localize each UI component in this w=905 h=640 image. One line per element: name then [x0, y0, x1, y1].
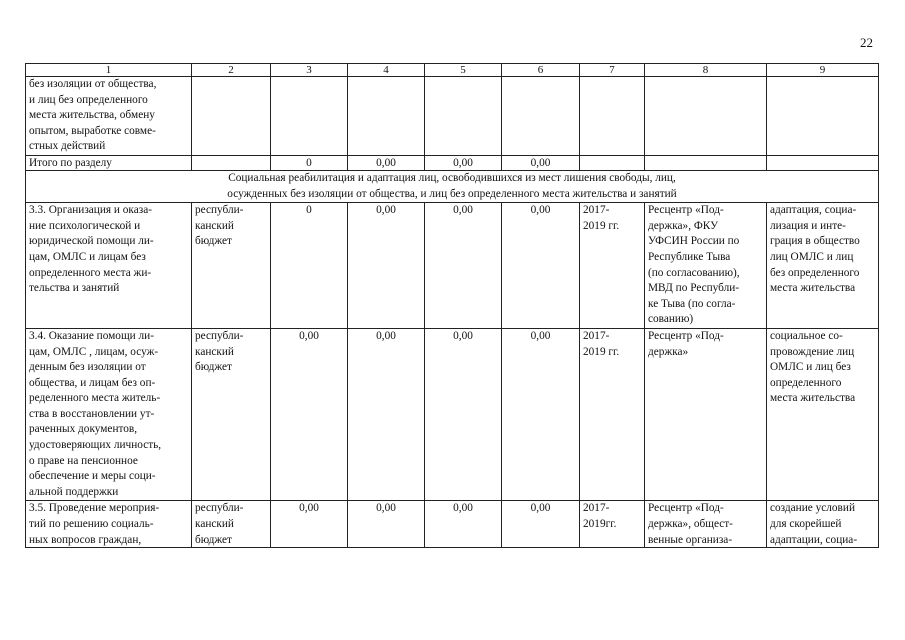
- empty-cell: [348, 77, 425, 156]
- page-number: 22: [860, 35, 873, 50]
- executor-cell: Ресцентр «Под- держка», общест- венные организа-: [645, 501, 767, 548]
- amount-cell: 0,00: [425, 501, 502, 548]
- amount-cell: 0,00: [271, 501, 348, 548]
- amount-cell: 0,00: [348, 501, 425, 548]
- column-number: 8: [645, 64, 767, 77]
- table-row: [26, 328, 879, 501]
- empty-cell: [767, 77, 879, 156]
- column-number-header: [26, 64, 879, 77]
- table-row-continued: [26, 77, 879, 156]
- total-value: 0,00: [502, 155, 580, 170]
- empty-cell: [580, 155, 645, 170]
- period-cell: 2017- 2019 гг.: [580, 328, 645, 501]
- amount-cell: 0,00: [348, 328, 425, 501]
- executor-cell: Ресцентр «Под- держка»: [645, 328, 767, 501]
- column-number: 1: [26, 64, 192, 77]
- program-table: [25, 63, 879, 548]
- row-description: 3.3. Организация и оказа- ние психологической и юридической помощи ли- цам, ОМЛС и лицам без определенного места жи- тельства и занятий: [26, 203, 192, 329]
- result-cell: социальное со- провождение лиц ОМЛС и лиц без определенного места жительства: [767, 328, 879, 501]
- empty-cell: [271, 77, 348, 156]
- column-number: 2: [192, 64, 271, 77]
- empty-cell: [767, 155, 879, 170]
- row-description: 3.4. Оказание помощи ли- цам, ОМЛС , лицам, осуж- денным без изоляции от общества, и лицам без оп- ределенного места житель- ства в восстановлении ут- раченных документов, удостоверяющих личность, о праве на пенсионное обеспечение и меры соци- альной поддержки: [26, 328, 192, 501]
- amount-cell: 0: [271, 203, 348, 329]
- table-row: [26, 203, 879, 329]
- amount-cell: 0,00: [502, 328, 580, 501]
- row-description: 3.5. Проведение мероприя- тий по решению социаль- ных вопросов граждан,: [26, 501, 192, 548]
- amount-cell: 0,00: [425, 203, 502, 329]
- total-value: 0: [271, 155, 348, 170]
- column-number: 9: [767, 64, 879, 77]
- amount-cell: 0,00: [502, 203, 580, 329]
- empty-cell: [645, 77, 767, 156]
- column-number: 7: [580, 64, 645, 77]
- amount-cell: 0,00: [502, 501, 580, 548]
- amount-cell: 0,00: [271, 328, 348, 501]
- funding-source: республи- канский бюджет: [192, 203, 271, 329]
- total-value: 0,00: [425, 155, 502, 170]
- funding-source: республи- канский бюджет: [192, 501, 271, 548]
- empty-cell: [580, 77, 645, 156]
- funding-source: республи- канский бюджет: [192, 328, 271, 501]
- empty-cell: [192, 77, 271, 156]
- section-heading-row: [26, 170, 879, 202]
- empty-cell: [425, 77, 502, 156]
- empty-cell: [502, 77, 580, 156]
- amount-cell: 0,00: [348, 203, 425, 329]
- section-title: Социальная реабилитация и адаптация лиц, освободившихся из мест лишения свободы, лиц, осужденных без изоляции от общества, и лиц без определенного места жительства и занятий: [26, 170, 879, 202]
- result-cell: создание условий для скорейшей адаптации, социа-: [767, 501, 879, 548]
- total-value: 0,00: [348, 155, 425, 170]
- section-total-row: [26, 155, 879, 170]
- period-cell: 2017- 2019 гг.: [580, 203, 645, 329]
- column-number: 5: [425, 64, 502, 77]
- total-label: Итого по разделу: [26, 155, 192, 170]
- row-description: без изоляции от общества, и лиц без определенного места жительства, обмену опытом, выработке совме- стных действий: [26, 77, 192, 156]
- table-row: [26, 501, 879, 548]
- column-number: 6: [502, 64, 580, 77]
- amount-cell: 0,00: [425, 328, 502, 501]
- empty-cell: [192, 155, 271, 170]
- empty-cell: [645, 155, 767, 170]
- column-number: 3: [271, 64, 348, 77]
- period-cell: 2017- 2019гг.: [580, 501, 645, 548]
- column-number: 4: [348, 64, 425, 77]
- executor-cell: Ресцентр «Под- держка», ФКУ УФСИН России по Республике Тыва (по согласованию), МВД по Республи- ке Тыва (по согла- сованию): [645, 203, 767, 329]
- result-cell: адаптация, социа- лизация и инте- грация в общество лиц ОМЛС и лиц без определенного места жительства: [767, 203, 879, 329]
